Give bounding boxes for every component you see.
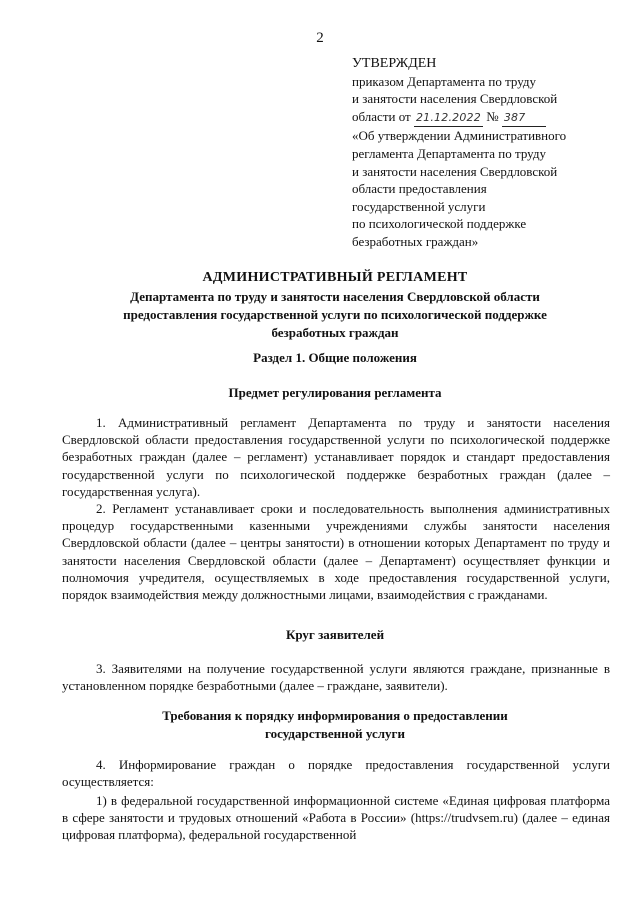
paragraph-1: [62, 414, 610, 500]
document-title-block: [60, 268, 610, 342]
document-subtitle-line: предоставления государственной услуги по психологической поддержке: [123, 307, 547, 322]
paragraph-2: [62, 500, 610, 603]
approval-date-line: [352, 108, 624, 128]
info-heading-line: государственной услуги: [265, 726, 405, 741]
paragraph-1-text: 1. Административный регламент Департамента по труду и занятости населения Свердловской области предоставления государственной услуги по психологической поддержке безработных граждан (далее – регламент) устанавливает порядок и стандарт предоставления государственной услуги по психологической поддержке безработных граждан (далее – государственная услуга).: [62, 415, 610, 499]
handwritten-date: 21.12.2022: [415, 110, 481, 124]
paragraph-3-text: 3. Заявителями на получение государственной услуги являются граждане, признанные в установленном порядке безработными (далее – граждане, заявители).: [62, 661, 610, 694]
approval-title-line: «Об утверждении Административного: [352, 128, 567, 144]
approval-title-line: регламента Департамента по труду: [352, 145, 546, 161]
paragraph-3: [62, 660, 610, 694]
info-heading: [60, 707, 610, 743]
number-field: [502, 108, 546, 128]
document-subtitle-line: безработных граждан: [271, 325, 399, 340]
paragraph-4-text: 4. Информирование граждан о порядке предоставления государственной услуги осуществляется:: [62, 757, 610, 790]
approval-stamp-block: [352, 55, 624, 251]
info-heading-line: Требования к порядку информирования о предоставлении: [162, 708, 508, 723]
paragraph-4-item-1-text: 1) в федеральной государственной информационной системе «Единая цифровая платформа в сфере занятости и трудовых отношений «Работа в России» (https://trudvsem.ru) (далее – единая цифровая платформа), федеральной государственной: [62, 793, 610, 843]
approval-title-line: по психологической поддержке: [352, 216, 527, 232]
page-number: 2: [316, 30, 324, 46]
paragraph-4: [62, 756, 610, 790]
document-subtitle-line: Департамента по труду и занятости населения Свердловской области: [130, 289, 540, 304]
date-field: [414, 108, 483, 128]
approval-line: и занятости населения Свердловской: [352, 91, 558, 107]
approval-title-line: безработных граждан»: [352, 233, 479, 249]
paragraph-2-text: 2. Регламент устанавливает сроки и последовательность выполнения административных процедур государственными казенными учреждениями службы занятости населения Свердловской области (далее – центры занятости) в отношении которых Департамент по труду и занятости населения Свердловской области (далее – Департамент) осуществляет функции и полномочия учредителя, осуществляемых в ходе предоставления государственной услуги, порядок взаимодействия между должностными лицами, взаимодействия с гражданами.: [62, 501, 610, 603]
approval-title-line: области предоставления: [352, 181, 487, 197]
applicants-heading: Круг заявителей: [285, 627, 385, 642]
subject-heading: Предмет регулирования регламента: [228, 385, 442, 400]
section-heading: Раздел 1. Общие положения: [253, 350, 417, 365]
approval-line: приказом Департамента по труду: [352, 73, 537, 89]
approval-heading: УТВЕРЖДЕН: [352, 56, 437, 71]
approval-title-line: и занятости населения Свердловской: [352, 163, 558, 179]
approval-title-line: государственной услуги: [352, 198, 486, 214]
handwritten-number: 387: [503, 110, 526, 124]
date-prefix: области от: [352, 108, 411, 124]
document-title: АДМИНИСТРАТИВНЫЙ РЕГЛАМЕНТ: [202, 270, 468, 285]
paragraph-4-item-1: [62, 792, 610, 844]
number-prefix: №: [486, 108, 499, 124]
